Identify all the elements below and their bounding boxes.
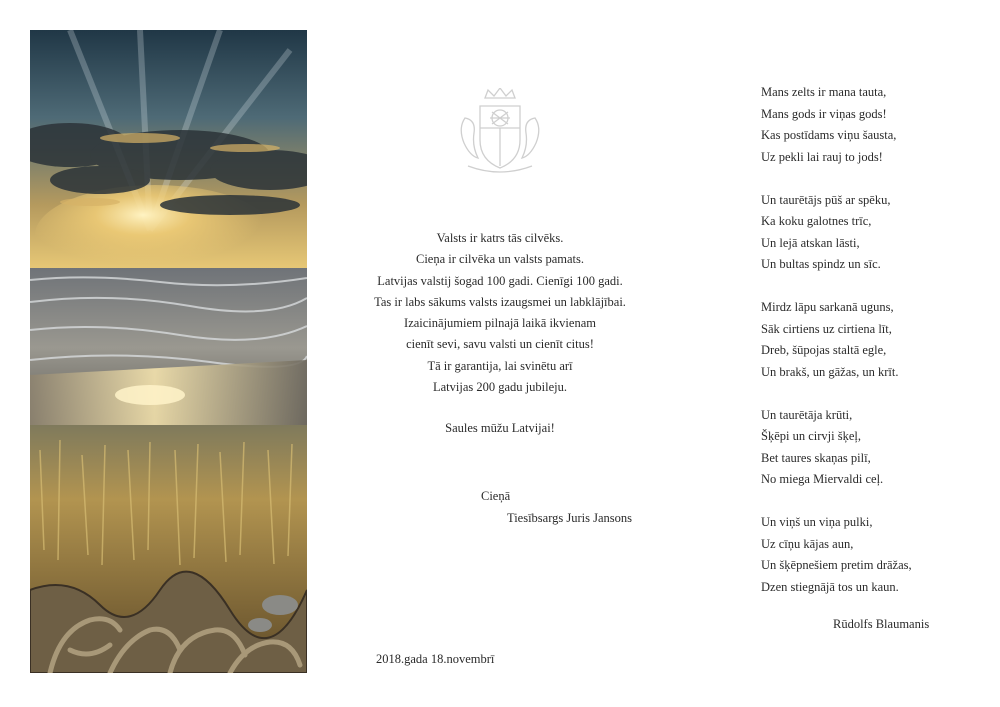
poem-line: Un lejā atskan lāsti, bbox=[761, 235, 860, 250]
message-line: Cieņa ir cilvēka un valsts pamats. bbox=[415, 252, 584, 267]
poem-line: Šķēpi un cirvji šķeļ, bbox=[761, 429, 861, 443]
poem-line: Un taurētāja krūti, bbox=[761, 407, 853, 422]
poem-line: Un viņš un viņa pulki, bbox=[761, 515, 873, 529]
poem-line: Uz pekli lai rauj to jods! bbox=[761, 149, 883, 164]
poem-line: Un brakš, un gāžas, un krīt. bbox=[761, 364, 899, 379]
date-text: 2018.gada 18.novembrī bbox=[376, 652, 495, 666]
poem-line: Bet taures skaņas pilī, bbox=[761, 450, 871, 465]
message-line: Latvijas valstij šogad 100 gadi. Cienīgi 100 gadi. bbox=[377, 273, 623, 288]
poem-stanza bbox=[761, 405, 912, 491]
poem-line: Un bultas spindz un sīc. bbox=[761, 257, 881, 271]
poem-line: Dreb, šūpojas staltā egle, bbox=[761, 343, 887, 357]
poem-line: Uz cīņu kājas aun, bbox=[761, 536, 854, 551]
poem bbox=[761, 82, 912, 620]
message-line: Latvijas 200 gadu jubileju. bbox=[432, 380, 567, 395]
poem-stanza bbox=[761, 297, 912, 383]
signature-greeting: Cieņā bbox=[481, 489, 511, 503]
message-line: cienīt sevi, savu valsti un cienīt citus! bbox=[406, 337, 594, 352]
poem-line: Dzen stiegnājā tos un kaun. bbox=[761, 579, 899, 594]
coat-of-arms-icon bbox=[450, 88, 550, 176]
poem-line: Mans zelts ir mana tauta, bbox=[761, 85, 887, 99]
poem-author: Rūdolfs Blaumanis bbox=[833, 617, 930, 631]
poem-line: Ka koku galotnes trīc, bbox=[761, 214, 872, 228]
closing-wish: Saules mūžu Latvijai! bbox=[445, 421, 555, 435]
poem-line: No miega Miervaldi ceļ. bbox=[761, 472, 884, 486]
greeting-message bbox=[350, 228, 650, 398]
poem-line: Kas postīdams viņu šausta, bbox=[761, 128, 897, 142]
poem-line: Un taurētājs pūš ar spēku, bbox=[761, 192, 891, 207]
poem-stanza bbox=[761, 512, 912, 598]
message-line: Tā ir garantija, lai svinētu arī bbox=[427, 358, 573, 373]
poem-stanza bbox=[761, 82, 912, 168]
poem-line: Sāk cirtiens uz cirtiena līt, bbox=[761, 321, 892, 336]
sea-wheat-roots-photo bbox=[30, 30, 307, 673]
poem-line: Un šķēpnešiem pretim drāžas, bbox=[761, 558, 912, 572]
poem-line: Mans gods ir viņas gods! bbox=[761, 106, 887, 121]
poem-stanza bbox=[761, 190, 912, 276]
signature-name: Tiesībsargs Juris Jansons bbox=[507, 511, 633, 525]
poem-line: Mirdz lāpu sarkanā uguns, bbox=[761, 300, 894, 314]
message-line: Tas ir labs sākums valsts izaugsmei un labklājībai. bbox=[374, 294, 626, 309]
message-line: Izaicinājumiem pilnajā laikā ikvienam bbox=[404, 316, 596, 331]
message-line: Valsts ir katrs tās cilvēks. bbox=[436, 231, 564, 245]
